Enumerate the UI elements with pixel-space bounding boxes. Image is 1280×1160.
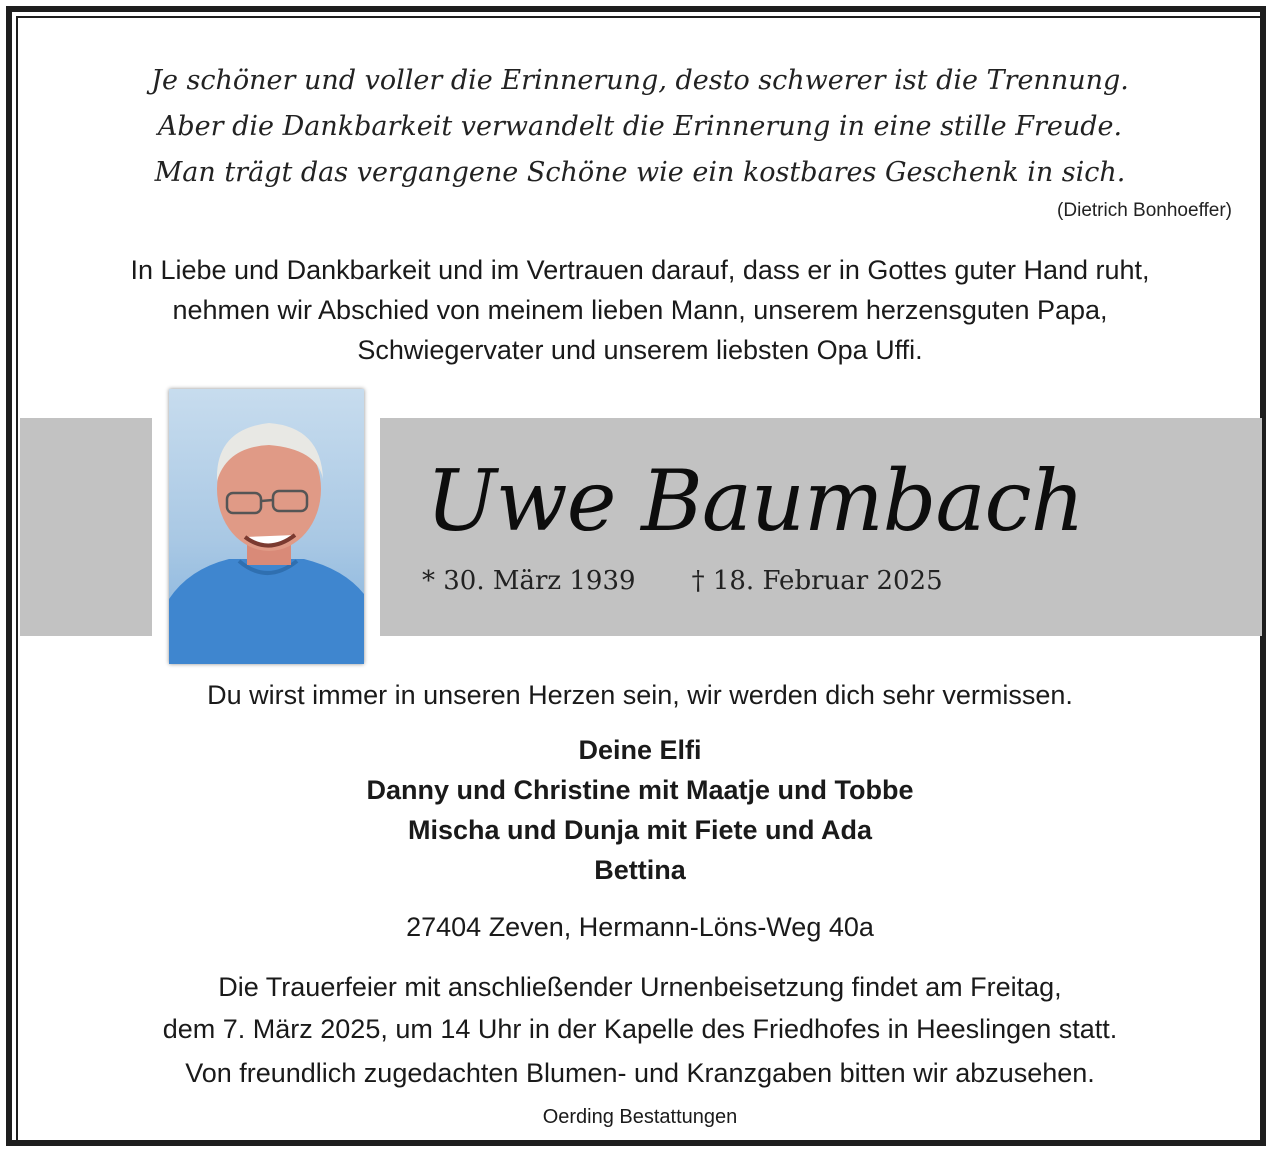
family-line: Mischa und Dunja mit Fiete und Ada [407,815,873,845]
family-signatures [0,730,1280,890]
family-line: Bettina [594,855,686,885]
bonhoeffer-quote [0,58,1280,196]
ceremony-line: Die Trauerfeier mit anschließender Urnenbeisetzung findet am Freitag, [218,972,1062,1002]
flowers-note: Von freundlich zugedachten Blumen- und Kranzgaben bitten wir abzusehen. [185,1058,1095,1088]
birth-date: * 30. März 1939 [422,566,636,596]
ceremony-info [0,966,1280,1050]
quote-line: Man trägt das vergangene Schöne wie ein kostbares Geschenk in sich. [154,157,1126,188]
undertaker: Oerding Bestattungen [542,1106,738,1128]
grey-band-left [20,418,152,636]
deceased-name: Uwe Baumbach [426,452,1084,550]
life-dates [422,566,943,596]
quote-line: Aber die Dankbarkeit verwandelt die Erinnerung in eine stille Freude. [157,111,1123,142]
family-line: Deine Elfi [578,735,702,765]
intro-text [0,250,1280,370]
portrait-photo [169,389,364,664]
death-date: † 18. Februar 2025 [691,566,943,596]
quote-line: Je schöner und voller die Erinnerung, desto schwerer ist die Trennung. [151,65,1129,96]
quote-source: (Dietrich Bonhoeffer) [1057,200,1232,221]
address: 27404 Zeven, Hermann-Löns-Weg 40a [406,912,874,942]
farewell-text: Du wirst immer in unseren Herzen sein, wir werden dich sehr vermissen. [207,680,1073,710]
intro-line: Schwiegervater und unserem liebsten Opa Uffi. [357,335,923,365]
intro-line: In Liebe und Dankbarkeit und im Vertrauen darauf, dass er in Gottes guter Hand ruht, [130,255,1150,285]
ceremony-line: dem 7. März 2025, um 14 Uhr in der Kapelle des Friedhofes in Heeslingen statt. [162,1014,1118,1044]
intro-line: nehmen wir Abschied von meinem lieben Mann, unserem herzensguten Papa, [172,295,1108,325]
family-line: Danny und Christine mit Maatje und Tobbe [366,775,914,805]
